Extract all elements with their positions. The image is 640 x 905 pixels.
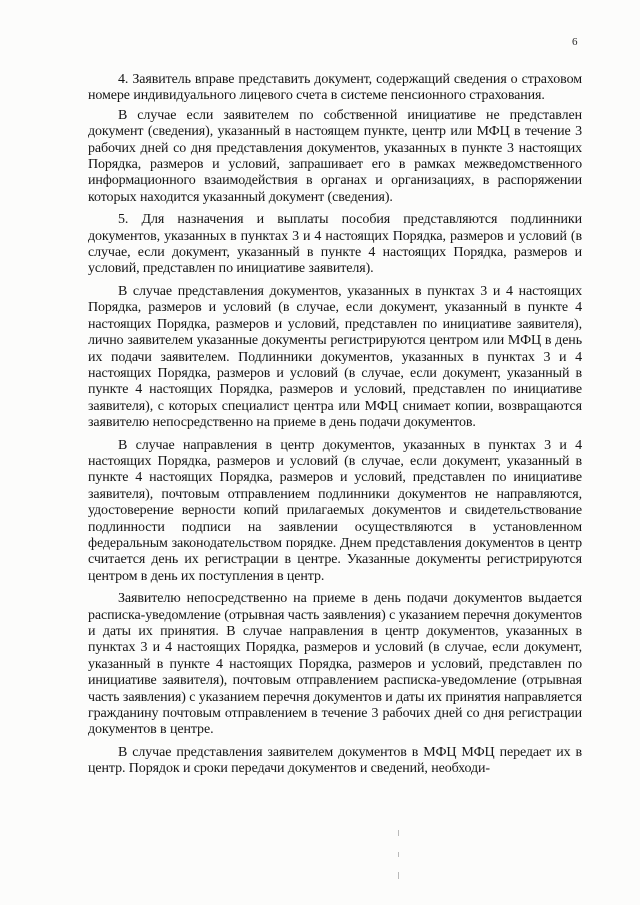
paragraph-item-5: 5. Для назначения и выплаты пособия представляются подлинники документов, указанных в пунктах 3 и 4 настоящих Порядка, размеров и условий (в случае, если документ, указанный в пункте 4 настоящих Порядка, размеров и условий, представлен по инициативе заявителя). (88, 212, 582, 277)
paragraph-item-4: 4. Заявитель вправе представить документ, содержащий сведения о страховом номере индивидуального лицевого счета в системе пенсионного страхования. (88, 72, 582, 104)
paragraph-receipt-notification: Заявителю непосредственно на приеме в день подачи документов выдается расписка-уведомление (отрывная часть заявления) с указанием перечня документов и даты их принятия. В случае направления в центр документов, указанных в пунктах 3 и 4 настоящих Порядка, размеров и условий (в случае, если документ, указанный в пункте 4 настоящих Порядка, размеров и условий, представлен по инициативе заявителя), почтовым отправлением расписка-уведомление (отрывная часть заявления) с указанием перечня документов и даты их принятия направляется гражданину почтовым отправлением в течение 3 рабочих дней со дня регистрации документов в центре. (88, 591, 582, 738)
document-body (88, 72, 582, 781)
paragraph-postal-submission: В случае направления в центр документов, указанных в пунктах 3 и 4 настоящих Порядка, размеров и условий (в случае, если документ, указанный в пункте 4 настоящих Порядка, размеров и условий, представлен по инициативе заявителя), почтовым отправлением подлинники документов не направляются, удостоверение верности копий прилагаемых документов и свидетельствование подлинности подписи на заявлении осуществляются в установленном федеральным законодательством порядке. Днем представления документов в центр считается день их регистрации в центре. Указанные документы регистрируются центром в день их поступления в центр. (88, 437, 582, 584)
scan-artifact-mark (398, 872, 399, 879)
paragraph-personal-submission: В случае представления документов, указанных в пунктах 3 и 4 настоящих Порядка, размеров и условий (в случае, если документ, указанный в пункте 4 настоящих Порядка, размеров и условий, представлен по инициативе заявителя), лично заявителем указанные документы регистрируются центром или МФЦ в день их подачи заявителем. Подлинники документов, указанных в пунктах 3 и 4 настоящих Порядка, размеров и условий (в случае, если документ, указанный в пункте 4 настоящих Порядка, размеров и условий, представлен по инициативе заявителя), с которых специалист центра или МФЦ снимает копии, возвращаются заявителю непосредственно на приеме в день подачи документов. (88, 283, 582, 431)
paragraph-item-4-continued: В случае если заявителем по собственной инициативе не представлен документ (сведения), указанный в настоящем пункте, центр или МФЦ в течение 3 рабочих дней со дня представления документов, указанных в пункте 3 настоящих Порядка, размеров и условий, запрашивает его в рамках межведомственного информационного взаимодействия в органах и организациях, в распоряжении которых находится указанный документ (сведения). (88, 107, 582, 205)
paragraph-mfc-transfer: В случае представления заявителем документов в МФЦ МФЦ передает их в центр. Порядок и сроки передачи документов и сведений, необходи- (88, 744, 582, 777)
scan-artifact-mark (398, 852, 399, 857)
scan-artifact-mark (398, 830, 399, 836)
page-number: 6 (572, 36, 578, 48)
